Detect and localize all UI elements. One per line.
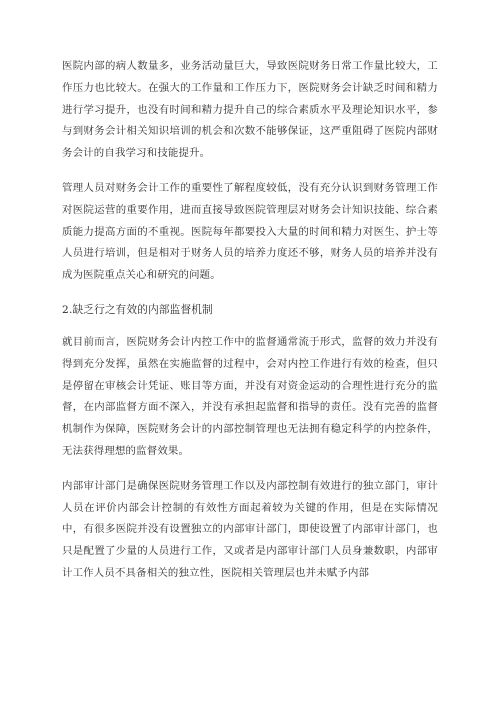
paragraph-workload: 医院内部的病人数量多，业务活动量巨大，导致医院财务日常工作量比较大，工作压力也比较大。在强大的工作量和工作压力下，医院财务会计缺乏时间和精力进行学习提升，也没有时间和精力提升自己的综合素质水平及理论知识水平，参与到财务会计相关知识培训的机会和次数不能够保证，这严重阻碍了医院内部财务会计的自我学习和技能提升。 bbox=[62, 60, 438, 160]
paragraph-management-awareness: 管理人员对财务会计工作的重要性了解程度较低，没有充分认识到财务管理工作对医院运营的重要作用，进而直接导致医院管理层对财务会计知识技能、综合素质能力提高方面的不重视。医院每年都要投入大量的时间和精力对医生、护士等人员进行培训，但是相对于财务人员的培养力度还不够，财务人员的培养并没有成为医院重点关心和研究的问题。 bbox=[62, 181, 438, 282]
section-heading: 2.缺乏行之有效的内部监督机制 bbox=[62, 303, 213, 316]
paragraph-supervision: 就目前而言，医院财务会计内控工作中的监督通常流于形式，监督的效力并没有得到充分发挥，虽然在实施监督的过程中，会对内控工作进行有效的检查，但只是停留在审核会计凭证、账目等方面，并没有对资金运动的合理性进行充分的监督，在内部监督方面不深入，并没有承担起监督和指导的责任。没有完善的监督机制作为保障，医院财务会计的内部控制管理也无法拥有稳定科学的内控条件，无法获得理想的监督效果。 bbox=[62, 335, 438, 457]
paragraph-internal-audit: 内部审计部门是确保医院财务管理工作以及内部控制有效进行的独立部门，审计人员在评价内部会计控制的有效性方面起着较为关键的作用，但是在实际情况中，有很多医院并没有设置独立的内部审计部门，即使设置了内部审计部门，也只是配置了少量的人员进行工作，又或者是内部审计部门人员身兼数职，内部审计工作人员不具备相关的独立性，医院相关管理层也并未赋予内部 bbox=[62, 479, 438, 579]
document-body bbox=[62, 56, 438, 598]
